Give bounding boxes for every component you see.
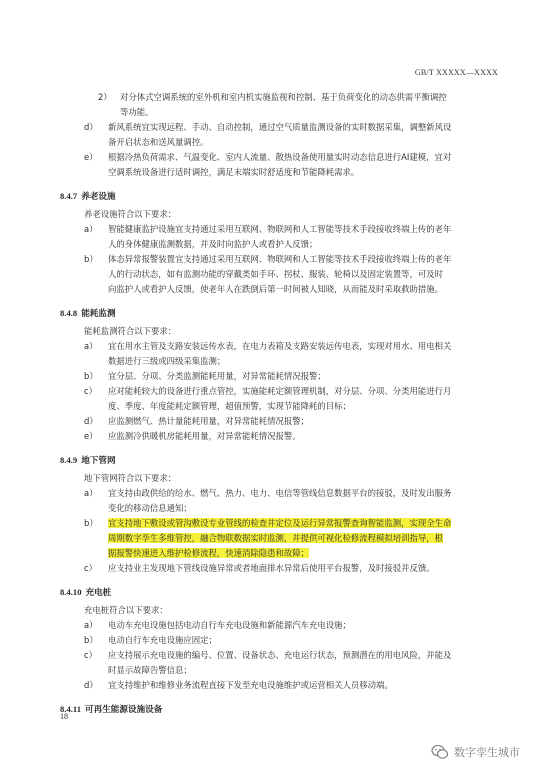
section-title: 充电桩 bbox=[85, 588, 112, 598]
section-heading bbox=[60, 189, 500, 205]
page-number: 18 bbox=[60, 712, 68, 721]
watermark bbox=[431, 744, 520, 760]
section-intro: 能耗监测符合以下要求： bbox=[84, 326, 177, 336]
document-body bbox=[60, 90, 500, 718]
list-marker: e） bbox=[84, 431, 98, 441]
highlighted-text: 周期数字孪生多维管控，融合物联数据实时监测，并提供可视化检修流程模拟培训指导，根 bbox=[108, 533, 443, 543]
list-item-text: 应监测燃气、热计量能耗用量，对异常能耗情况报警； bbox=[108, 416, 309, 426]
list-item-text: 宜分层、分项、分类监测能耗用量，对异常能耗情况报警； bbox=[108, 371, 326, 381]
list-marker: a） bbox=[84, 620, 98, 630]
list-item bbox=[60, 339, 500, 369]
list-item-text: 应支持展示充电设施的编号、位置、设备状态、充电运行状态，预测潜在的用电风险，并能及 bbox=[108, 650, 452, 660]
section-title: 养老设施 bbox=[81, 192, 116, 202]
list-item-text: 应支持业主发现地下管线设施异常或者地面排水异常后使用平台报警，及时接驳并反馈。 bbox=[108, 563, 435, 573]
list-item-text: 宜在用水主管及支路安装远传水表，在电力表箱及支路安装远传电表，实现对用水、用电相关 bbox=[108, 341, 452, 351]
section-heading bbox=[60, 453, 500, 469]
list-marker: a） bbox=[84, 224, 98, 234]
list-item bbox=[60, 678, 500, 693]
section-intro: 充电桩符合以下要求： bbox=[84, 605, 168, 615]
list-item-text: 度、季度、年度能耗定额管理，超值预警，实现节能降耗的目标； bbox=[108, 401, 351, 411]
highlighted-text: 宜支持地下敷设或管沟敷设专业管线的检查井定位及运行异常报警查询智能监测，实现全生命 bbox=[108, 518, 452, 528]
list-item-text: 对分体式空调系统的室外机和室内机实施监视和控制、基于负荷变化的动态供需平衡调控 bbox=[120, 92, 447, 102]
list-marker: b） bbox=[84, 518, 98, 528]
list-item-text: 智能健康监护设施宜支持通过采用互联网、物联网和人工智能等技术手段接收终端上传的老年 bbox=[108, 224, 452, 234]
list-item-text: 等功能。 bbox=[120, 107, 154, 117]
list-marker: 2） bbox=[98, 92, 112, 102]
list-item-text: 人的行动状态，如有监测功能的穿戴类如手环、拐杖、服装、轮椅以及固定装置等，可及时 bbox=[108, 269, 443, 279]
list-item bbox=[60, 429, 500, 444]
list-marker: b） bbox=[84, 254, 98, 264]
list-marker: c） bbox=[84, 386, 97, 396]
list-item-text: 新风系统宜实现远程、手动、自动控制，通过空气质量监测设备的实时数据采集，调整新风设 bbox=[108, 122, 452, 132]
section-number: 8.4.10 bbox=[60, 587, 82, 597]
section-number: 8.4.11 bbox=[60, 704, 82, 714]
list-marker: c） bbox=[84, 650, 97, 660]
list-marker bbox=[60, 105, 118, 120]
list-item bbox=[60, 414, 500, 429]
list-marker: d） bbox=[84, 416, 98, 426]
list-marker bbox=[60, 165, 108, 180]
section-heading bbox=[60, 306, 500, 322]
list-marker bbox=[60, 354, 108, 369]
list-item-text: 数据进行三级或四级采集监测； bbox=[108, 356, 226, 366]
list-marker: a） bbox=[84, 488, 98, 498]
list-marker: a） bbox=[84, 341, 98, 351]
list-item-text: 变化的移动信息通知； bbox=[108, 503, 192, 513]
list-item bbox=[60, 120, 500, 150]
section-number: 8.4.9 bbox=[60, 455, 78, 465]
section-intro: 养老设施符合以下要求： bbox=[84, 209, 177, 219]
list-item-text bbox=[108, 516, 500, 531]
list-item-text: 备开启状态和送风量调控。 bbox=[108, 137, 209, 147]
list-marker: c） bbox=[84, 563, 97, 573]
list-marker bbox=[60, 267, 108, 282]
watermark-text: 数字孪生城市 bbox=[454, 746, 520, 759]
list-marker bbox=[60, 663, 108, 678]
list-marker bbox=[60, 135, 108, 150]
section-gap bbox=[60, 693, 500, 697]
section-number: 8.4.8 bbox=[60, 308, 78, 318]
list-item-text: 电动车充电设施包括电动自行车充电设施和新能源汽车充电设施； bbox=[108, 620, 351, 630]
list-marker bbox=[60, 282, 108, 297]
list-item-text: 空调系统设备进行适时调控，满足末端实时舒适度和节能降耗需求。 bbox=[108, 167, 360, 177]
list-item-text: 宜支持由政供给的给水、燃气、热力、电力、电信等管线信息数据平台的接驳，及时发出服务 bbox=[108, 488, 452, 498]
list-item bbox=[60, 384, 500, 414]
list-item-text: 体态异常报警装置宜支持通过采用互联网、物联网和人工智能等技术手段接收终端上传的老年 bbox=[108, 254, 452, 264]
list-item bbox=[60, 369, 500, 384]
list-marker bbox=[60, 399, 108, 414]
section-heading bbox=[60, 585, 500, 601]
list-item bbox=[60, 486, 500, 516]
section-title: 能耗监测 bbox=[81, 309, 116, 319]
list-marker bbox=[60, 237, 108, 252]
section-heading bbox=[60, 702, 500, 718]
list-marker bbox=[60, 546, 108, 561]
section-number: 8.4.7 bbox=[60, 191, 78, 201]
list-item bbox=[60, 633, 500, 648]
section-gap bbox=[60, 180, 500, 184]
list-item-text bbox=[108, 531, 500, 546]
list-item bbox=[60, 150, 500, 180]
list-item bbox=[60, 648, 500, 678]
section-title: 可再生能源设施设备 bbox=[85, 705, 163, 715]
list-item bbox=[60, 618, 500, 633]
list-item-text: 宜支持维护和维修业务流程直接下发至充电设施维护或运营相关人员移动端。 bbox=[108, 680, 393, 690]
list-marker bbox=[60, 531, 108, 546]
list-item-text bbox=[108, 546, 500, 561]
section-gap bbox=[60, 576, 500, 580]
list-marker: d） bbox=[84, 122, 98, 132]
document-code-header: GB/T XXXXX—XXXX bbox=[414, 68, 498, 77]
section-title: 地下管网 bbox=[81, 456, 116, 466]
wechat-logo-icon bbox=[431, 744, 449, 760]
list-marker: e） bbox=[84, 152, 98, 162]
list-item-text: 电动自行车充电设施应固定； bbox=[108, 635, 217, 645]
list-item bbox=[60, 561, 500, 576]
list-item-text: 人的身体健康监测数据，并及时向监护人或看护人反馈； bbox=[108, 239, 318, 249]
list-item bbox=[60, 516, 500, 561]
list-item-text: 根据冷热负荷需求、气温变化、室内人流量、散热设备使用量实时动态信息进行AI建模，宜对 bbox=[108, 152, 452, 162]
list-item bbox=[60, 222, 500, 252]
section-gap bbox=[60, 444, 500, 448]
list-marker: b） bbox=[84, 371, 98, 381]
list-item-text: 时显示故障告警信息； bbox=[108, 665, 192, 675]
list-marker bbox=[60, 501, 108, 516]
list-marker: b） bbox=[84, 635, 98, 645]
section-gap bbox=[60, 297, 500, 301]
list-item-text: 应对能耗较大的设备进行重点管控，实施能耗定额管理机制，对分层、分项、分类用能进行月 bbox=[108, 386, 452, 396]
list-item-text: 应监测冷供暖机房能耗用量，对异常能耗情况报警。 bbox=[108, 431, 301, 441]
list-item bbox=[60, 252, 500, 297]
section-intro: 地下管网符合以下要求： bbox=[84, 473, 177, 483]
list-marker: d） bbox=[84, 680, 98, 690]
list-item-text: 向监护人或看护人反馈，使老年人在跌倒后第一时间被人知晓，从而能及时采取救助措施。 bbox=[108, 284, 443, 294]
highlighted-text: 据报警快速进入维护检修流程，快速消除隐患和故障； bbox=[108, 548, 309, 558]
list-item bbox=[60, 90, 500, 120]
